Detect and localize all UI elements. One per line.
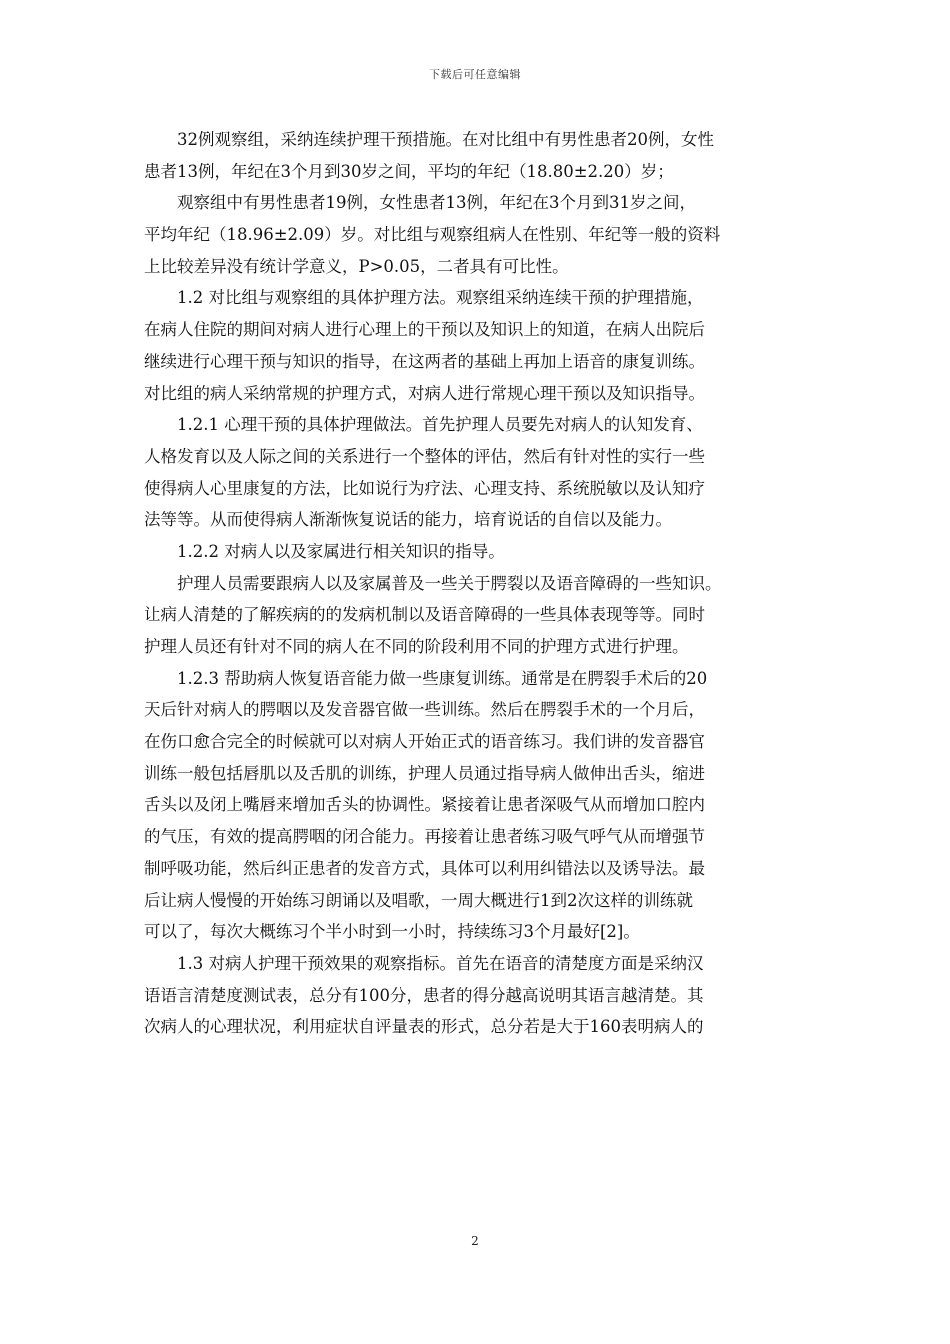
text-line: 1.2 对比组与观察组的具体护理方法。观察组采纳连续干预的护理措施， <box>177 288 704 308</box>
text-line: 语语言清楚度测试表，总分有100分，患者的得分越高说明其语言越清楚。其 <box>144 985 704 1005</box>
text-line: 的气压，有效的提高腭咽的闭合能力。再接着让患者练习吸气呼气从而增强节 <box>144 827 705 847</box>
text-line: 在伤口愈合完全的时候就可以对病人开始正式的语音练习。我们讲的发音器官 <box>144 732 705 752</box>
body-text <box>144 124 808 1043</box>
text-line: 在病人住院的期间对病人进行心理上的干预以及知识上的知道，在病人出院后 <box>144 320 705 340</box>
text-line: 继续进行心理干预与知识的指导，在这两者的基础上再加上语音的康复训练。 <box>144 351 705 371</box>
text-line: 护理人员需要跟病人以及家属普及一些关于腭裂以及语音障碍的一些知识。 <box>177 573 722 593</box>
text-line: 护理人员还有针对不同的病人在不同的阶段利用不同的护理方式进行护理。 <box>144 637 689 656</box>
text-line: 天后针对病人的腭咽以及发音器官做一些训练。然后在腭裂手术的一个月后， <box>144 700 705 720</box>
text-line: 制呼吸功能，然后纠正患者的发音方式，具体可以利用纠错法以及诱导法。最 <box>144 858 705 878</box>
text-line: 次病人的心理状况，利用症状自评量表的形式，总分若是大于160表明病人的 <box>144 1017 704 1037</box>
page-header: 下载后可任意编辑 <box>429 68 521 81</box>
text-line: 舌头以及闭上嘴唇来增加舌头的协调性。紧接着让患者深吸气从而增加口腔内 <box>144 795 705 815</box>
text-line: 1.2.1 心理干预的具体护理做法。首先护理人员要先对病人的认知发育、 <box>177 415 703 435</box>
text-line: 人格发育以及人际之间的关系进行一个整体的评估，然后有针对性的实行一些 <box>144 446 705 466</box>
text-line: 32例观察组，采纳连续护理干预措施。在对比组中有男性患者20例，女性 <box>177 130 714 149</box>
text-line: 观察组中有男性患者19例，女性患者13例，年纪在3个月到31岁之间， <box>177 193 696 213</box>
text-line: 训练一般包括唇肌以及舌肌的训练，护理人员通过指导病人做伸出舌头，缩进 <box>144 763 705 783</box>
text-line: 1.2.3 帮助病人恢复语音能力做一些康复训练。通常是在腭裂手术后的20 <box>177 668 708 688</box>
text-line: 法等等。从而使得病人渐渐恢复说话的能力，培育说话的自信以及能力。 <box>144 510 672 530</box>
text-line: 后让病人慢慢的开始练习朗诵以及唱歌，一周大概进行1到2次这样的训练就 <box>144 890 693 910</box>
page-number: 2 <box>471 1234 479 1248</box>
text-line: 对比组的病人采纳常规的护理方式，对病人进行常规心理干预以及知识指导。 <box>144 383 705 403</box>
text-line: 让病人清楚的了解疾病的的发病机制以及语音障碍的一些具体表现等等。同时 <box>144 605 705 625</box>
text-line: 患者13例，年纪在3个月到30岁之间，平均的年纪（18.80±2.20）岁； <box>144 161 674 181</box>
text-line: 可以了，每次大概练习个半小时到一小时，持续练习3个月最好[2]。 <box>144 922 640 942</box>
text-line: 1.2.2 对病人以及家属进行相关知识的指导。 <box>177 541 505 561</box>
text-line: 1.3 对病人护理干预效果的观察指标。首先在语音的清楚度方面是采纳汉 <box>177 953 704 973</box>
text-line: 上比较差异没有统计学意义，P>0.05，二者具有可比性。 <box>144 256 569 276</box>
text-line: 使得病人心里康复的方法，比如说行为疗法、心理支持、系统脱敏以及认知疗 <box>144 478 705 498</box>
text-line: 平均年纪（18.96±2.09）岁。对比组与观察组病人在性别、年纪等一般的资料 <box>144 225 721 245</box>
